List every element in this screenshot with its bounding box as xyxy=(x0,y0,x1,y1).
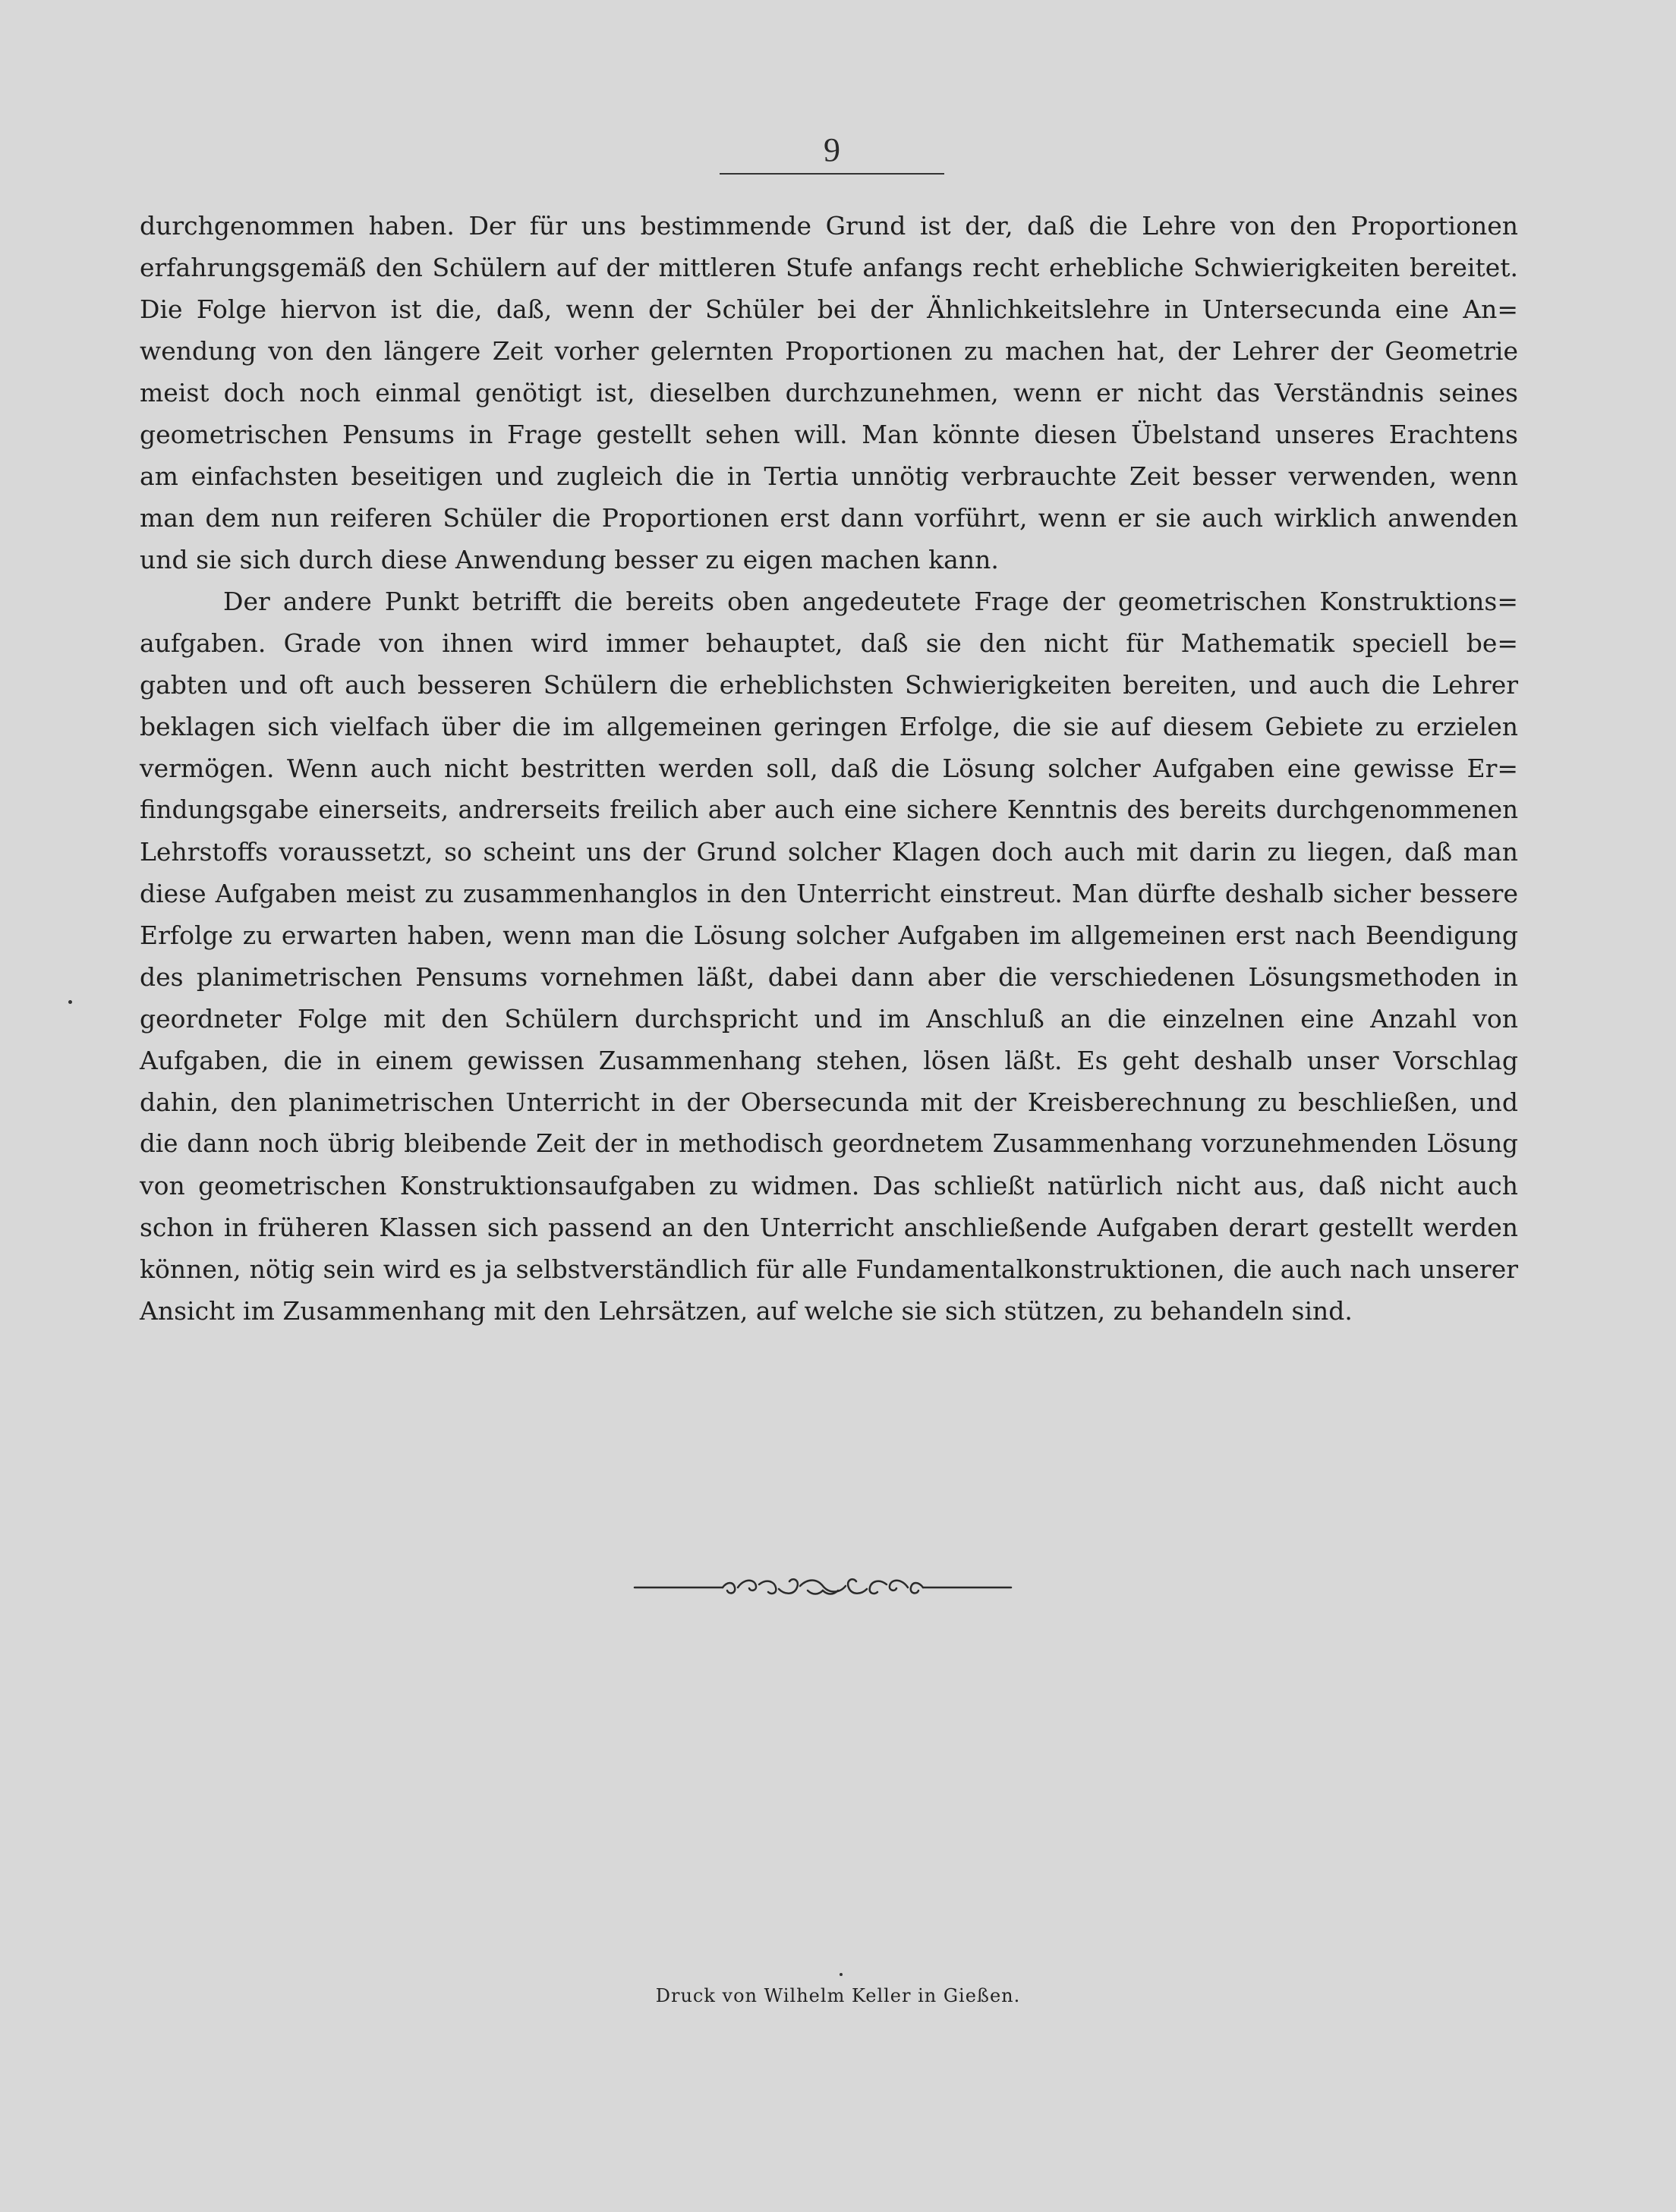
ornament-divider xyxy=(632,1571,1014,1601)
text-line: Lehrstoffs voraussetzt, so scheint uns der Grund solcher Klagen doch auch mit darin zu liegen, daß man xyxy=(140,837,1518,867)
text-line: Die Folge hiervon ist die, daß, wenn der Schüler bei der Ähnlichkeitslehre in Untersecunda eine An= xyxy=(140,294,1518,324)
printer-imprint: Druck von Wilhelm Keller in Gießen. xyxy=(655,1985,1021,2006)
text-line: meist doch noch einmal genötigt ist, dieselben durchzunehmen, wenn er nicht das Verständnis seines xyxy=(140,378,1518,407)
text-line: Erfolge zu erwarten haben, wenn man die Lösung solcher Aufgaben im allgemeinen erst nach Beendigung xyxy=(140,920,1518,950)
text-line: des planimetrischen Pensums vornehmen läßt, dabei dann aber die verschiedenen Lösungsmethoden in xyxy=(140,962,1518,992)
paper-speck xyxy=(840,1973,843,1976)
text-line: erfahrungsgemäß den Schülern auf der mittleren Stufe anfangs recht erhebliche Schwierigkeiten bereitet. xyxy=(140,253,1518,282)
header-rule xyxy=(720,173,944,175)
text-line: die dann noch übrig bleibende Zeit der in methodisch geordnetem Zusammenhang vorzunehmenden Lösung xyxy=(140,1129,1518,1158)
body-text xyxy=(140,205,1518,1332)
text-line: wendung von den längere Zeit vorher gelernten Proportionen zu machen hat, der Lehrer der Geometrie xyxy=(140,336,1518,366)
text-line: findungsgabe einerseits, andrerseits freilich aber auch eine sichere Kenntnis des bereits durchgenommenen xyxy=(140,795,1518,824)
text-line: man dem nun reiferen Schüler die Proportionen erst dann vorführt, wenn er sie auch wirklich anwenden xyxy=(140,503,1518,533)
page-number: 9 xyxy=(824,131,840,168)
text-line: geordneter Folge mit den Schülern durchspricht und im Anschluß an die einzelnen eine Anzahl von xyxy=(140,1004,1518,1034)
text-line: gabten und oft auch besseren Schülern die erheblichsten Schwierigkeiten bereiten, und auch die Lehrer xyxy=(140,670,1518,700)
text-line: schon in früheren Klassen sich passend an den Unterricht anschließende Aufgaben derart gestellt werden xyxy=(140,1213,1518,1242)
text-line: dahin, den planimetrischen Unterricht in der Obersecunda mit der Kreisberechnung zu beschließen, und xyxy=(140,1087,1518,1117)
text-line: vermögen. Wenn auch nicht bestritten werden soll, daß die Lösung solcher Aufgaben eine gewisse Er= xyxy=(140,754,1518,783)
text-line: können, nötig sein wird es ja selbstverständlich für alle Fundamentalkonstruktionen, die auch nach unserer xyxy=(140,1254,1518,1284)
text-line: Ansicht im Zusammenhang mit den Lehrsätzen, auf welche sie sich stützen, zu behandeln sind. xyxy=(140,1296,1353,1326)
text-line: aufgaben. Grade von ihnen wird immer behauptet, daß sie den nicht für Mathematik speciell be= xyxy=(140,628,1518,658)
text-line: Aufgaben, die in einem gewissen Zusammenhang stehen, lösen läßt. Es geht deshalb unser Vorschlag xyxy=(140,1046,1518,1075)
text-line: durchgenommen haben. Der für uns bestimmende Grund ist der, daß die Lehre von den Proportionen xyxy=(140,211,1518,241)
paper-speck xyxy=(68,1000,72,1004)
text-line: von geometrischen Konstruktionsaufgaben zu widmen. Das schließt natürlich nicht aus, daß nicht auch xyxy=(140,1171,1518,1200)
text-line: Der andere Punkt betrifft die bereits oben angedeutete Frage der geometrischen Konstruktions= xyxy=(223,587,1518,616)
text-line: beklagen sich vielfach über die im allgemeinen geringen Erfolge, die sie auf diesem Gebiete zu erzielen xyxy=(140,712,1518,741)
text-line: und sie sich durch diese Anwendung besser zu eigen machen kann. xyxy=(140,545,999,574)
text-line: am einfachsten beseitigen und zugleich die in Tertia unnötig verbrauchte Zeit besser verwenden, wenn xyxy=(140,461,1518,491)
text-line: diese Aufgaben meist zu zusammenhanglos in den Unterricht einstreut. Man dürfte deshalb sicher bessere xyxy=(140,879,1518,908)
text-line: geometrischen Pensums in Frage gestellt sehen will. Man könnte diesen Übelstand unseres Erachtens xyxy=(140,420,1518,449)
